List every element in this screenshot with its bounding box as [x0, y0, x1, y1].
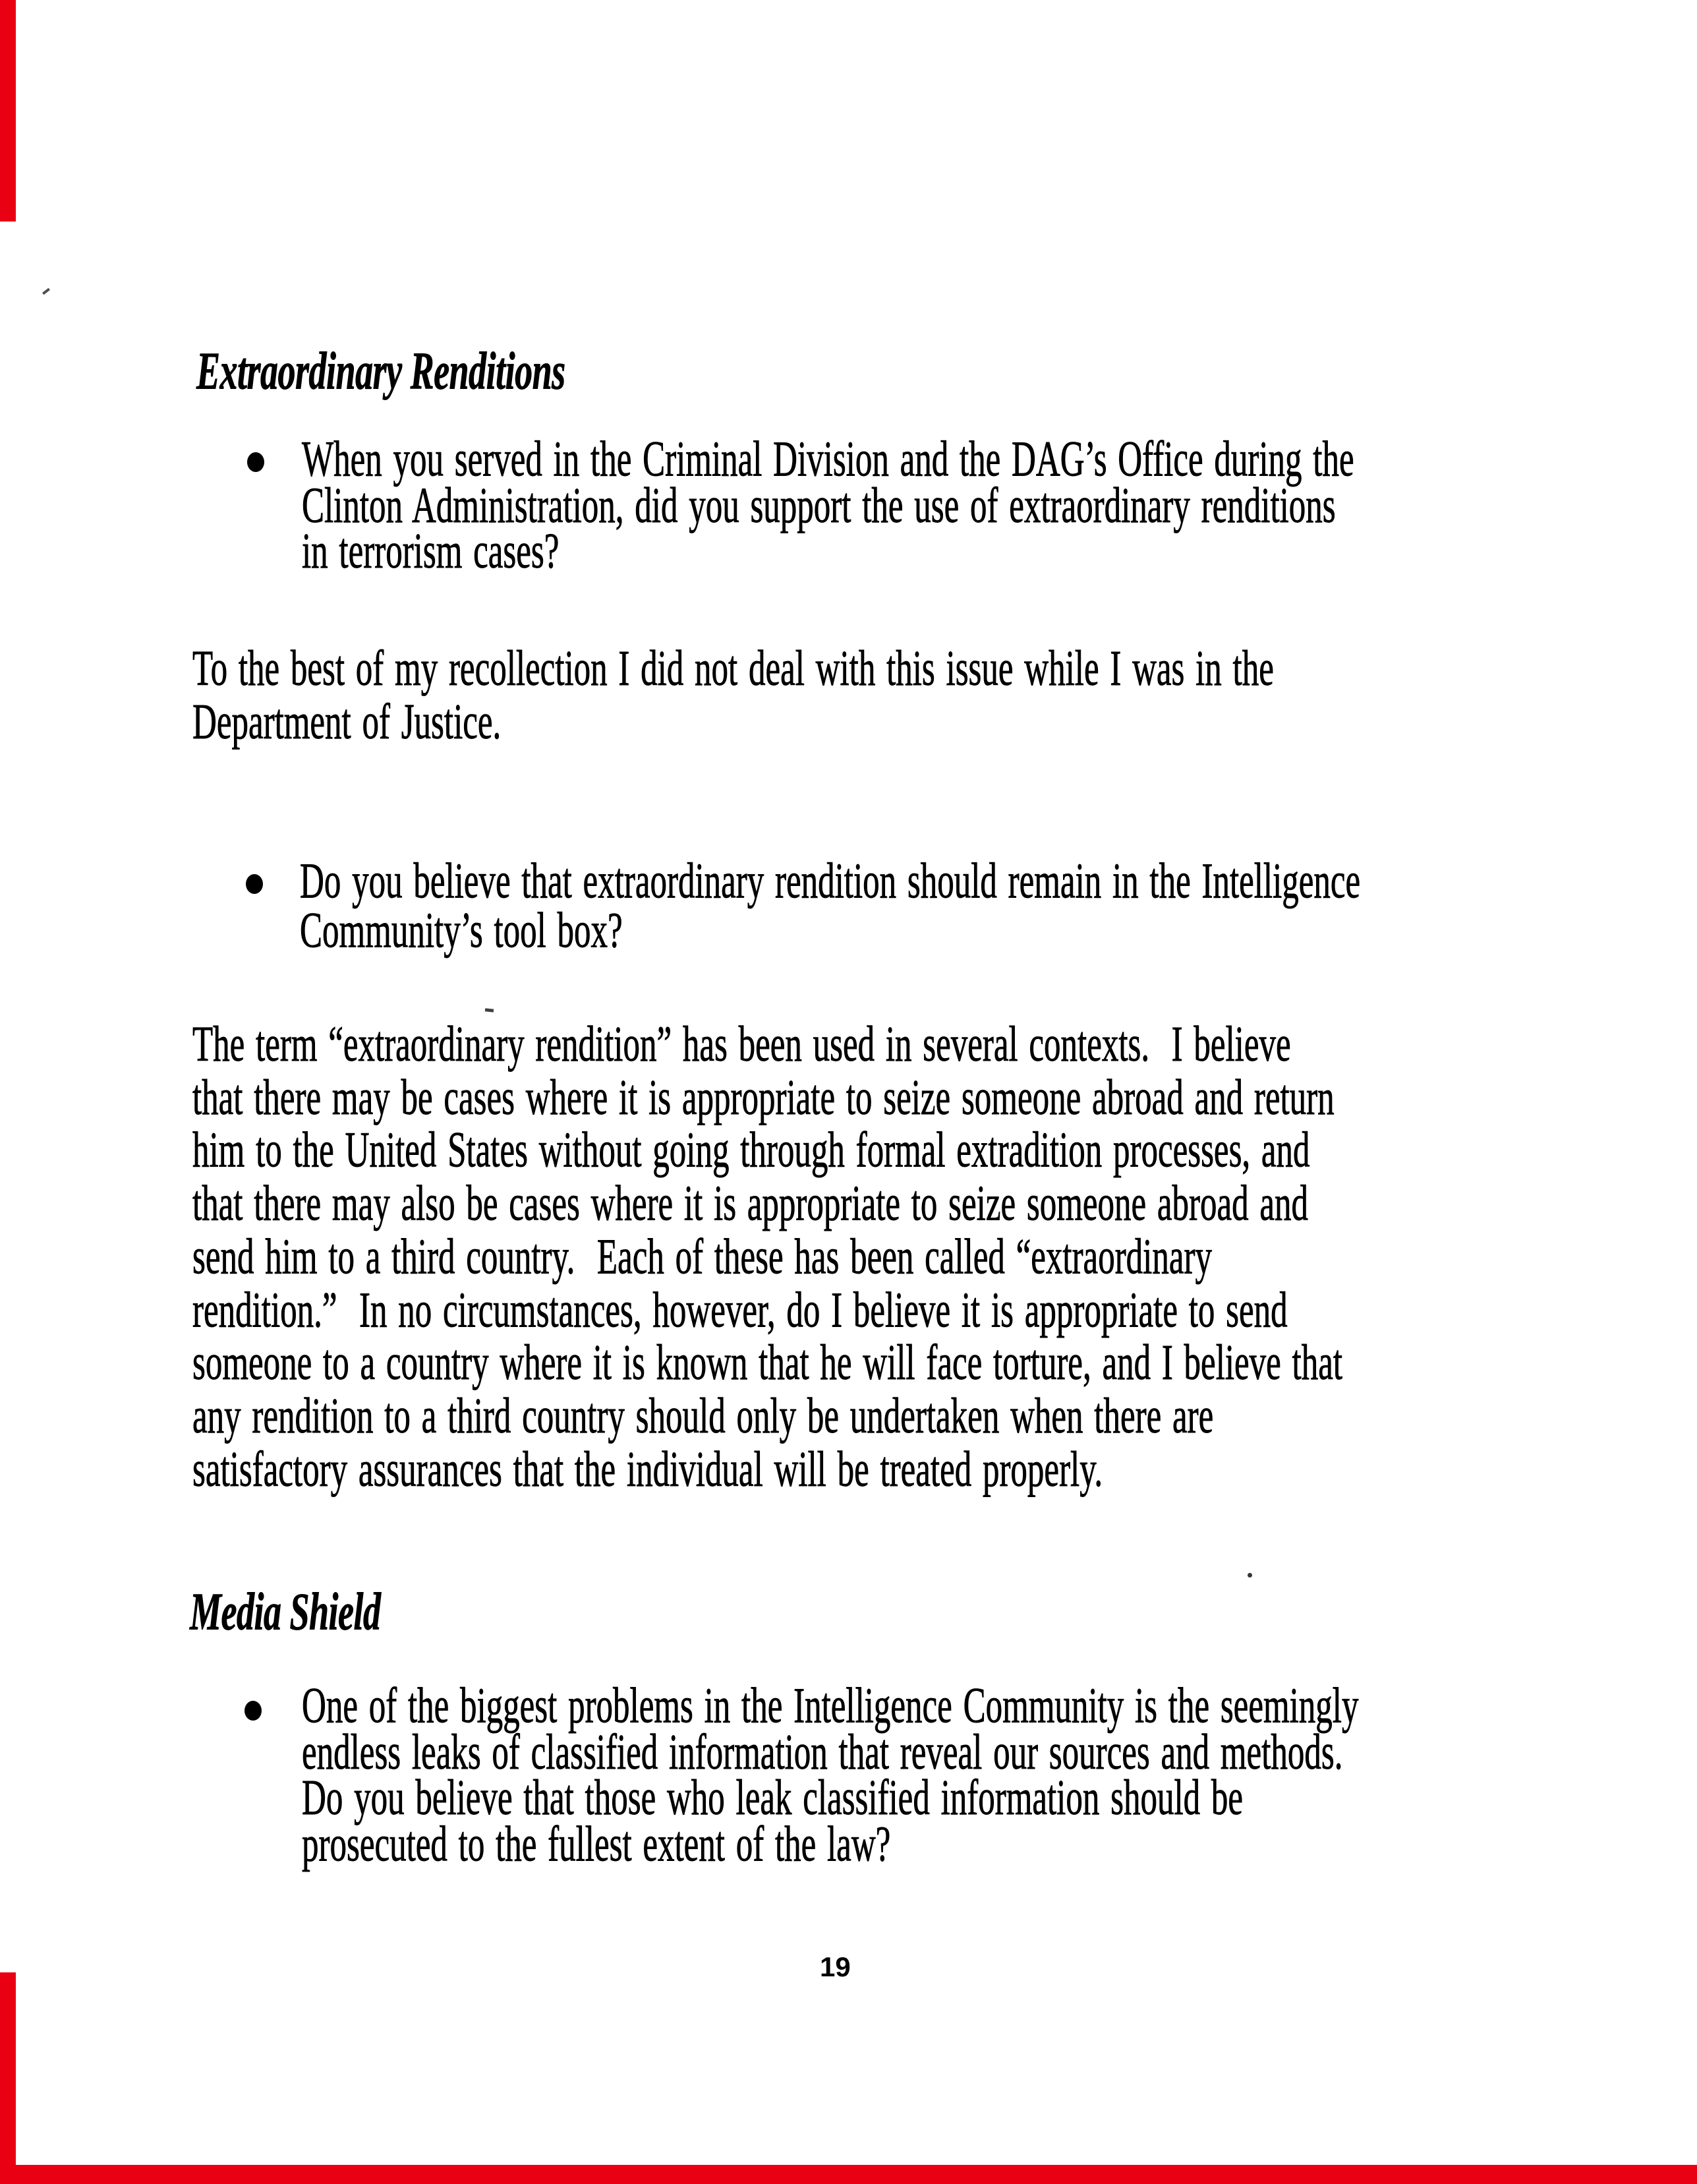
answer-paragraph [192, 643, 1274, 750]
scanner-edge-mark-left-bottom [0, 1972, 16, 2184]
section-heading-media-shield: Media Shield [190, 1581, 381, 1641]
scanner-edge-mark-left-top [0, 0, 16, 221]
text-line: Clinton Administration, did you support the use of extraordinary renditions [302, 478, 1336, 534]
text-line: To the best of my recollection I did not deal with this issue while I was in the [192, 641, 1274, 697]
question-bullet [302, 1678, 1359, 1873]
text-line: prosecuted to the fullest extent of the law? [302, 1817, 891, 1873]
text-line: someone to a country where it is known that he will face torture, and I believe that [192, 1336, 1343, 1392]
text-line: satisfactory assurances that the individual will be treated properly. [192, 1442, 1103, 1498]
bullet-dot-icon [247, 452, 264, 472]
text-line: him to the United States without going through formal extradition processes, and [192, 1123, 1310, 1179]
text-line: in terrorism cases? [302, 524, 560, 580]
section-heading-extraordinary-renditions: Extraordinary Renditions [196, 341, 565, 401]
text-line: rendition.” In no circumstances, however, do I believe it is appropriate to send [192, 1282, 1288, 1338]
text-line: Community’s tool box? [300, 903, 623, 959]
text-line: endless leaks of classified information that reveal our sources and methods. [302, 1725, 1343, 1781]
bullet-dot-icon [246, 874, 263, 894]
text-line: that there may be cases where it is appropriate to seize someone abroad and return [192, 1070, 1335, 1126]
scan-speck [485, 1008, 494, 1012]
text-line: that there may also be cases where it is appropriate to seize someone abroad and [192, 1176, 1309, 1232]
bullet-dot-icon [244, 1701, 262, 1721]
text-line: One of the biggest problems in the Intelligence Community is the seemingly [302, 1678, 1359, 1734]
question-bullet [302, 432, 1354, 580]
text-line: Do you believe that those who leak classified information should be [302, 1771, 1244, 1827]
text-line: The term “extraordinary rendition” has been used in several contexts. I believe [192, 1017, 1291, 1073]
answer-paragraph [192, 1019, 1342, 1497]
scan-speck [1248, 1573, 1252, 1578]
text-line: Do you believe that extraordinary rendition should remain in the Intelligence [300, 854, 1361, 910]
scan-speck [42, 288, 50, 295]
text-line: any rendition to a third country should only be undertaken when there are [192, 1388, 1214, 1444]
text-line: When you served in the Criminal Division and the DAG’s Office during the [302, 432, 1354, 488]
page-number: 19 [820, 1951, 851, 1982]
question-bullet [300, 854, 1361, 959]
text-line: Department of Justice. [192, 694, 502, 750]
scanner-edge-mark-bottom [0, 2165, 1697, 2184]
text-line: send him to a third country. Each of these has been called “extraordinary [192, 1229, 1212, 1285]
